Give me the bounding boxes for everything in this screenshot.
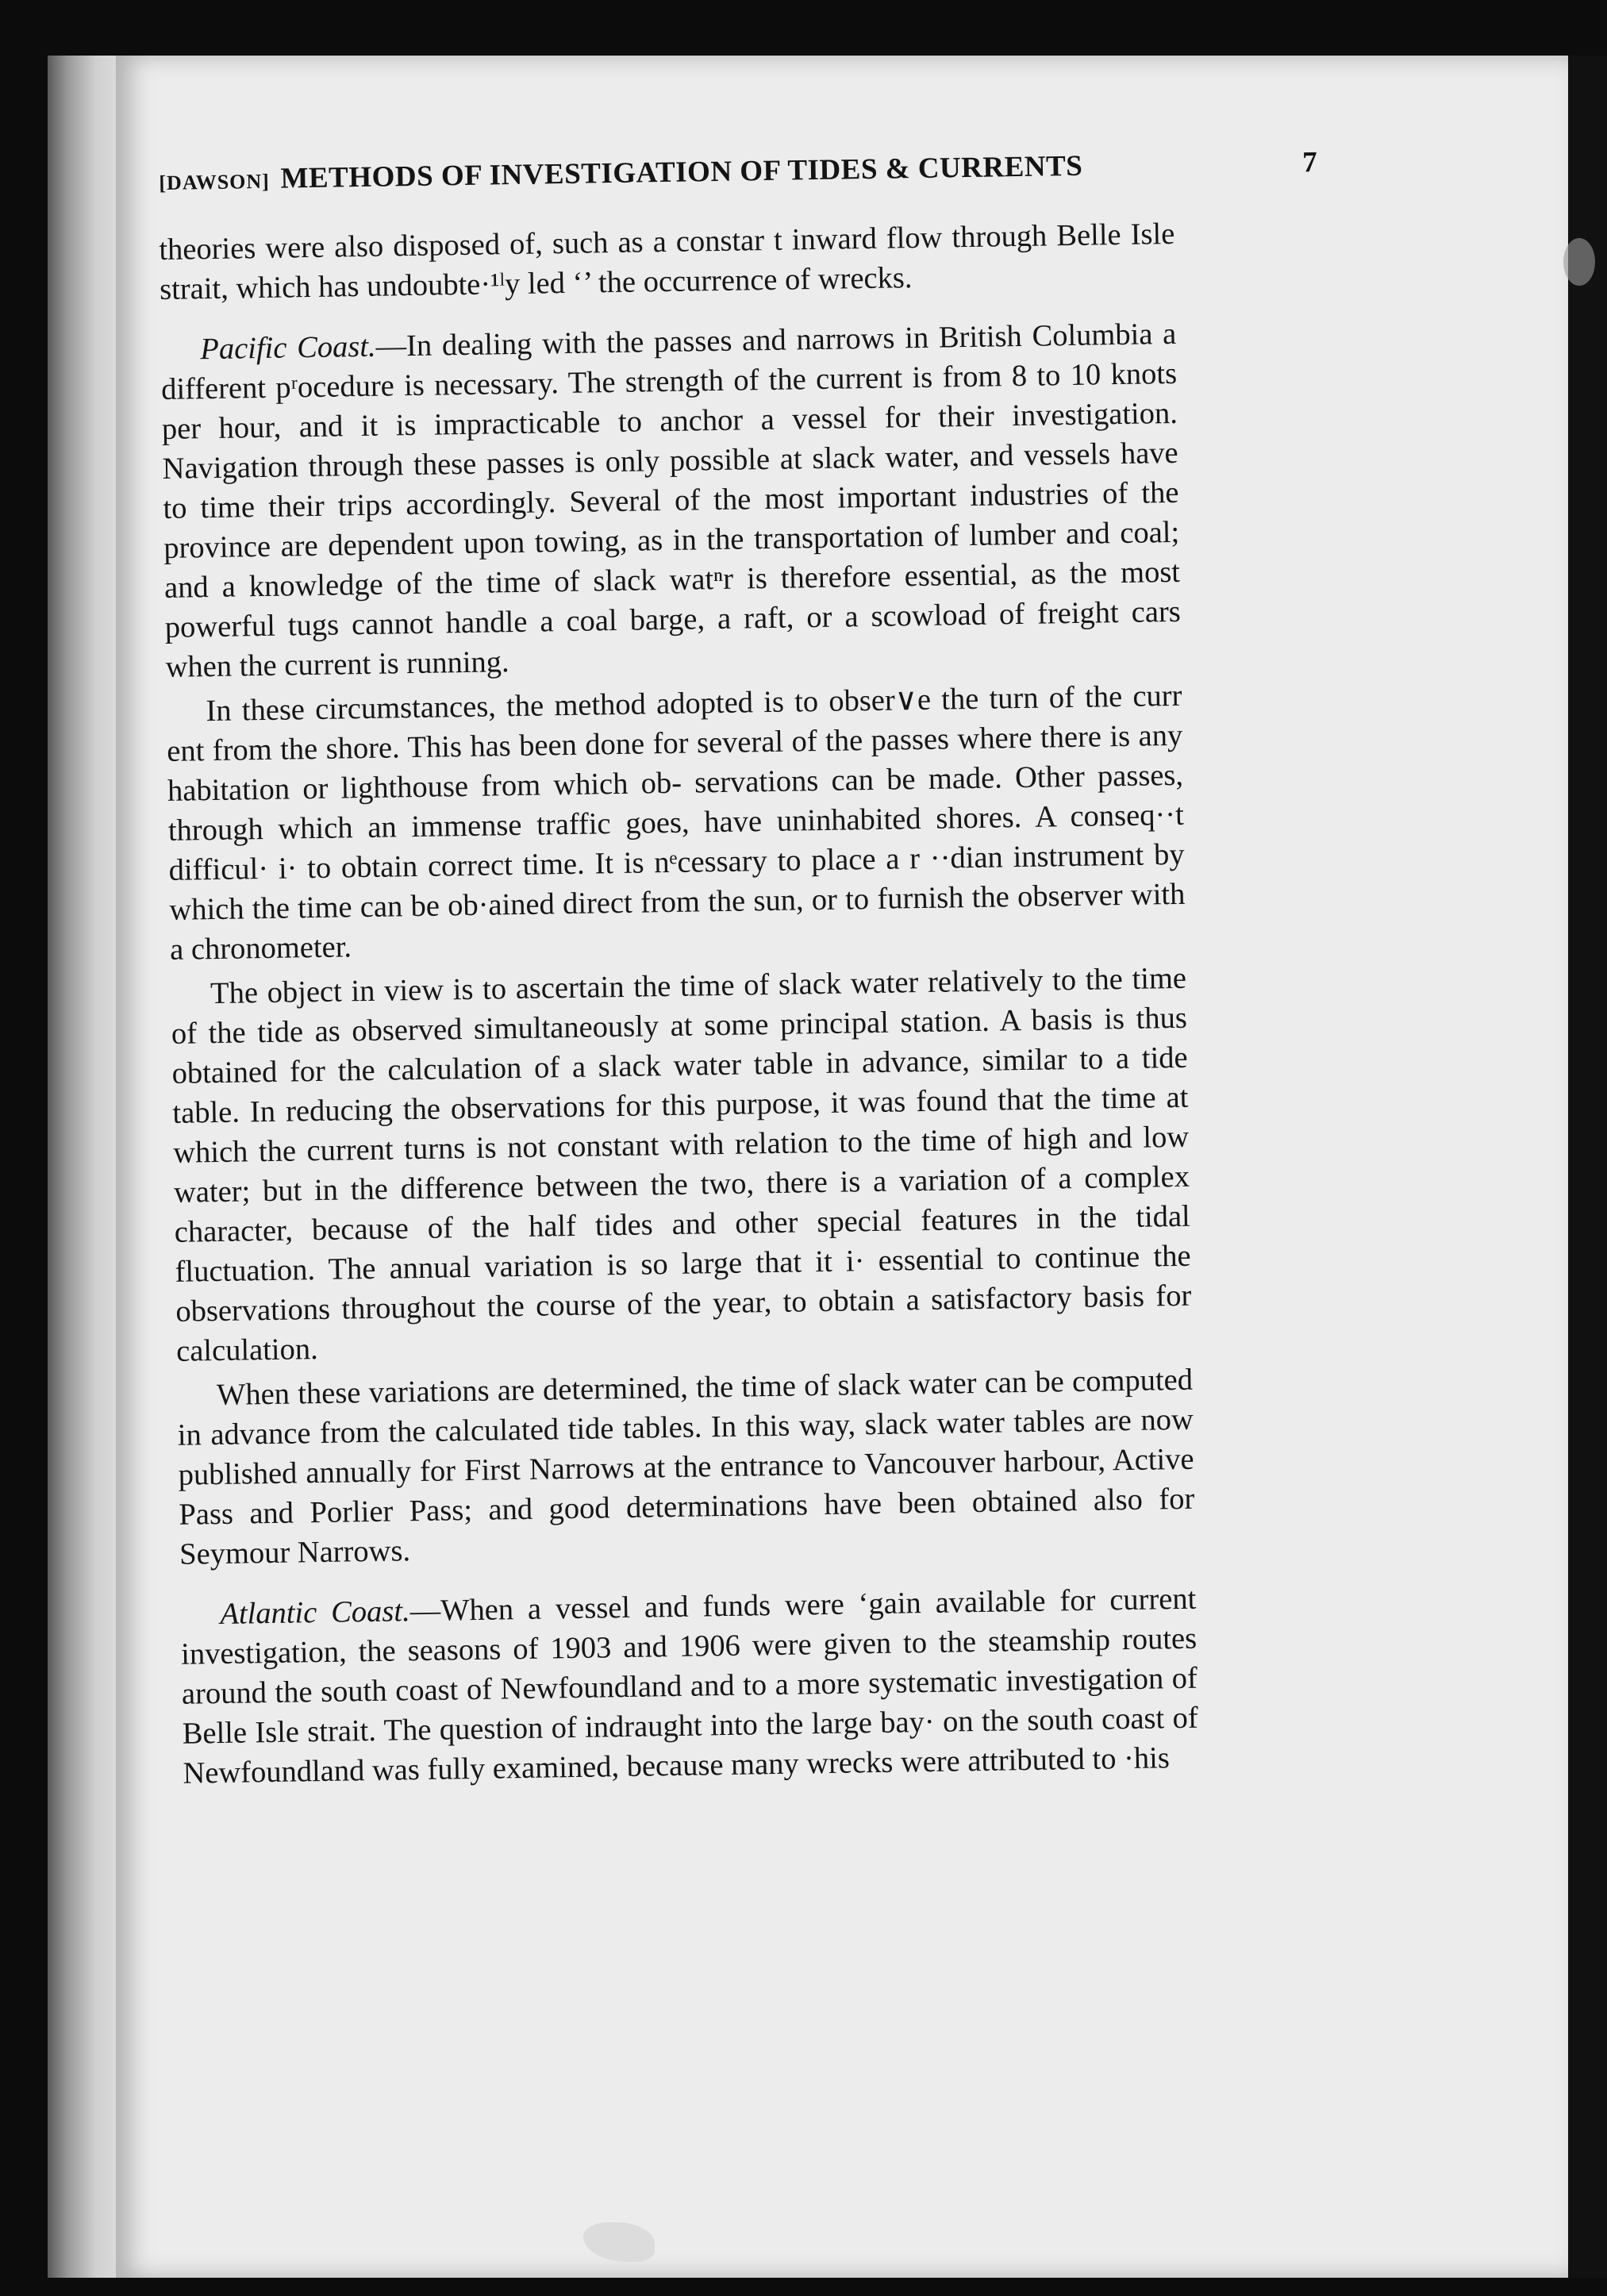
paragraph-text: —When a vessel and funds were ‘gain available for current investigation, the seasons of 1903 and 1906 were given to the steamship routes around the south coast of Newfoundland and to a more systematic investigation of Belle Isle strait. The question of indraught into the large bay· on the south coast of Newfoundland was fully examined, because many wrecks were attributed to ·his xyxy=(180,1582,1198,1790)
facing-page-edge xyxy=(48,56,116,2278)
paragraph-lead: Pacific Coast. xyxy=(200,329,376,367)
paragraph-lead: Atlantic Coast. xyxy=(220,1594,411,1631)
paragraph xyxy=(177,1360,1196,1575)
scan-background xyxy=(1568,56,1607,2278)
header-title: METHODS OF INVESTIGATION OF TIDES & CURRENTS xyxy=(280,149,1083,195)
paragraph-text: When these variations are determined, the time of slack water can be computed in advance from the calculated tide tables. In this way, slack water tables are now published annually for First Narrows at the entrance to Vancouver harbour, Active Pass and Porlier Pass; and good determinations have been obtained also for Seymour Narrows. xyxy=(177,1363,1195,1571)
page-number: 7 xyxy=(1301,146,1318,179)
paragraph-text: The object in view is to ascertain the time of slack water relatively to the time of the tide as observed simultaneously at some principal station. A basis is thus obtained for the calculation of a slack water table in advance, similar to a tide table. In reducing the observations for this purpose, it was found that the time at which the current turns is not constant with relation to the time of high and low water; but in the difference between the two, there is a variation of a complex character, because of the half tides and other special features in the tidal fluctuation. The annual variation is so large that it i· essential to continue the observations throughout the course of the year, to obtain a satisfactory basis for calculation. xyxy=(171,961,1192,1368)
paragraph xyxy=(166,676,1186,970)
paragraph xyxy=(160,314,1182,687)
paragraph xyxy=(171,959,1193,1371)
paragraph xyxy=(159,214,1175,310)
header-author: [DAWSON] xyxy=(159,169,271,194)
paragraph-text: theories were also disposed of, such as a constar t inward flow through Belle Isle strait, which has undoubte·¹ˡy led ‘’ the occurrence of wrecks. xyxy=(159,217,1175,306)
body-text xyxy=(159,214,1199,1798)
paragraph xyxy=(180,1579,1199,1794)
scan-speck xyxy=(1563,238,1595,286)
paragraph-text: —In dealing with the passes and narrows in British Columbia a different pʳocedure is necessary. The strength of the current is from 8 to 10 knots per hour, and it is impracticable to anchor a vessel for their investigation. Navigation through these passes is only possible at slack water, and vessels have to time their trips accordingly. Several of the most important industries of the province are dependent upon towing, as in the transportation of lumber and coal; and a knowledge of the time of slack watⁿr is therefore essential, as the most powerful tugs cannot handle a coal barge, a raft, or a scowload of freight cars when the current is running. xyxy=(160,317,1182,684)
paragraph-text: In these circumstances, the method adopted is to obser∨e the turn of the curr ent from the shore. This has been done for several of the passes where there is any habitation or lighthouse from which ob- servations can be made. Other passes, through which an immense traffic goes, have uninhabited shores. A conseq··t difficul· i· to obtain correct time. It is nᵉcessary to place a r ··dian instrument by which the time can be ob·ained direct from the sun, or to furnish the observer with a chronometer. xyxy=(166,679,1186,967)
